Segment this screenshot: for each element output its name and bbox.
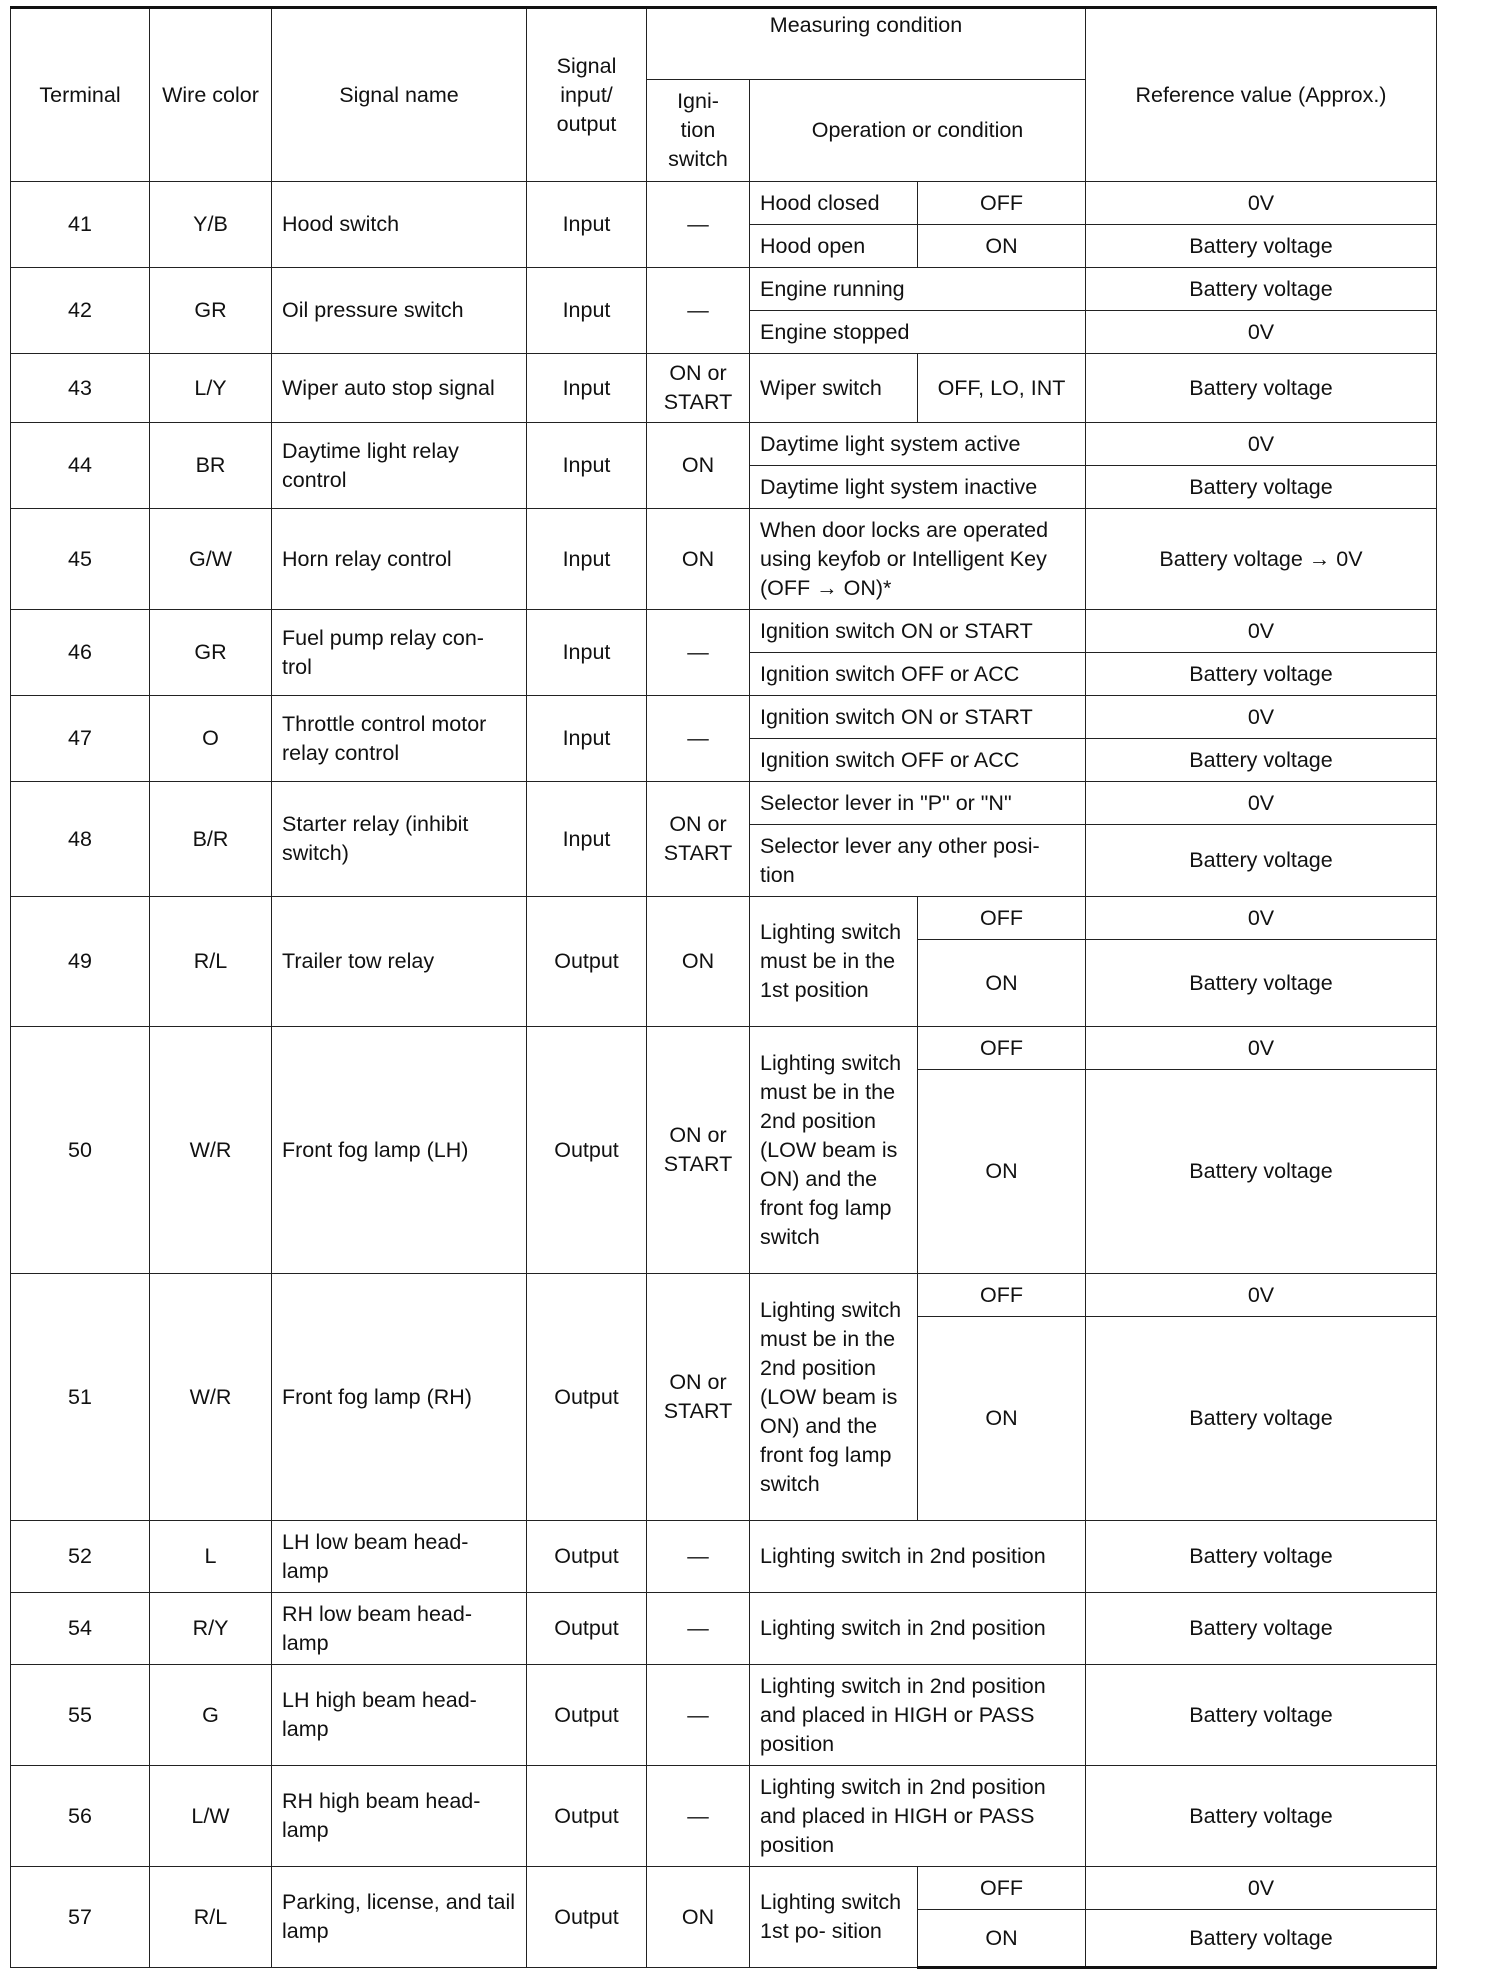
terminal-cell: 47 [11,696,150,782]
reference-value-cell: Battery voltage [1086,825,1437,897]
ignition-cell: ON or START [647,1027,750,1274]
signal-io-cell: Output [527,1867,647,1968]
signal-name-cell: RH high beam head- lamp [272,1766,527,1867]
ignition-cell: ON [647,1867,750,1968]
signal-name-cell: LH low beam head- lamp [272,1521,527,1593]
state-cell: ON [918,225,1086,268]
condition-cell: Lighting switch must be in the 1st position [750,897,918,1027]
table-row [11,182,1437,225]
state-cell: ON [918,1317,1086,1521]
signal-io-cell: Output [527,1665,647,1766]
terminal-cell: 41 [11,182,150,268]
condition-cell: Lighting switch must be in the 2nd position (LOW beam is ON) and the front fog lamp switch [750,1027,918,1274]
terminal-cell: 43 [11,354,150,423]
table-row [11,268,1437,311]
terminal-cell: 55 [11,1665,150,1766]
signal-io-cell: Input [527,696,647,782]
ignition-cell: ON or START [647,354,750,423]
signal-name-cell: Front fog lamp (RH) [272,1274,527,1521]
reference-value-cell: 0V [1086,423,1437,466]
signal-io-cell: Output [527,1027,647,1274]
wire-color-cell: GR [150,268,272,354]
table-row [11,1521,1437,1593]
ignition-cell: ON [647,423,750,509]
condition-cell: Engine stopped [750,311,1086,354]
ignition-cell: — [647,268,750,354]
signal-name-cell: Trailer tow relay [272,897,527,1027]
terminal-cell: 48 [11,782,150,897]
condition-cell: Hood open [750,225,918,268]
signal-name-cell: Hood switch [272,182,527,268]
condition-cell: Lighting switch in 2nd position and placed in HIGH or PASS position [750,1766,1086,1867]
signal-name-cell: Wiper auto stop signal [272,354,527,423]
signal-io-cell: Output [527,1766,647,1867]
reference-value-cell: Battery voltage [1086,739,1437,782]
signal-name-cell: Front fog lamp (LH) [272,1027,527,1274]
state-cell: OFF [918,897,1086,940]
wire-color-cell: R/L [150,1867,272,1968]
reference-value-cell: 0V [1086,1027,1437,1070]
condition-cell: Ignition switch OFF or ACC [750,739,1086,782]
header-signal-name: Signal name [272,8,527,182]
signal-name-cell: Fuel pump relay con- trol [272,610,527,696]
condition-cell: Daytime light system inactive [750,466,1086,509]
terminal-cell: 46 [11,610,150,696]
terminal-reference-table [10,6,1437,1969]
reference-value-cell: Battery voltage [1086,1521,1437,1593]
ignition-cell: — [647,1665,750,1766]
table-row [11,354,1437,423]
wire-color-cell: R/L [150,897,272,1027]
signal-io-cell: Input [527,782,647,897]
state-cell: OFF [918,1274,1086,1317]
ignition-cell: ON or START [647,782,750,897]
wire-color-cell: L [150,1521,272,1593]
table-row [11,1867,1437,1910]
table-row [11,897,1437,940]
header-row-1 [11,8,1437,80]
ignition-cell: — [647,182,750,268]
wire-color-cell: L/Y [150,354,272,423]
terminal-cell: 57 [11,1867,150,1968]
condition-cell: Ignition switch ON or START [750,696,1086,739]
ignition-cell: — [647,1521,750,1593]
wire-color-cell: G [150,1665,272,1766]
header-wire-color: Wire color [150,8,272,182]
table-row [11,1027,1437,1070]
reference-value-cell: 0V [1086,610,1437,653]
reference-value-cell: Battery voltage [1086,1317,1437,1521]
reference-value-cell: 0V [1086,1867,1437,1910]
state-cell: OFF [918,1027,1086,1070]
signal-name-cell: Daytime light relay control [272,423,527,509]
wire-color-cell: GR [150,610,272,696]
terminal-cell: 54 [11,1593,150,1665]
ignition-cell: — [647,696,750,782]
signal-io-cell: Input [527,268,647,354]
condition-cell: Selector lever in "P" or "N" [750,782,1086,825]
header-terminal: Terminal [11,8,150,182]
reference-value-cell: 0V [1086,1274,1437,1317]
terminal-cell: 42 [11,268,150,354]
table-row [11,1593,1437,1665]
terminal-cell: 44 [11,423,150,509]
condition-cell: Lighting switch must be in the 2nd position (LOW beam is ON) and the front fog lamp switch [750,1274,918,1521]
terminal-table-page [10,6,1436,1969]
reference-value-cell: Battery voltage [1086,354,1437,423]
wire-color-cell: G/W [150,509,272,610]
condition-cell: Daytime light system active [750,423,1086,466]
signal-name-cell: Throttle control motor relay control [272,696,527,782]
reference-value-cell: Battery voltage [1086,653,1437,696]
reference-value-cell: Battery voltage [1086,268,1437,311]
ignition-cell: — [647,1766,750,1867]
reference-value-cell: 0V [1086,182,1437,225]
signal-name-cell: Parking, license, and tail lamp [272,1867,527,1968]
wire-color-cell: BR [150,423,272,509]
signal-io-cell: Input [527,610,647,696]
table-row [11,1274,1437,1317]
ignition-cell: — [647,610,750,696]
condition-cell: Lighting switch in 2nd position [750,1593,1086,1665]
header-operation-condition: Operation or condition [750,80,1086,182]
signal-io-cell: Input [527,423,647,509]
state-cell: ON [918,940,1086,1027]
reference-value-cell: Battery voltage [1086,1665,1437,1766]
state-cell: OFF [918,1867,1086,1910]
terminal-cell: 50 [11,1027,150,1274]
state-cell: ON [918,1910,1086,1968]
header-measuring-condition: Measuring condition [647,8,1086,80]
reference-value-cell: 0V [1086,696,1437,739]
signal-io-cell: Output [527,1593,647,1665]
wire-color-cell: W/R [150,1027,272,1274]
signal-io-cell: Input [527,354,647,423]
table-row [11,1766,1437,1867]
table-row [11,1665,1437,1766]
signal-io-cell: Input [527,182,647,268]
header-ignition-switch: Igni- tion switch [647,80,750,182]
condition-cell: Lighting switch in 2nd position and placed in HIGH or PASS position [750,1665,1086,1766]
signal-name-cell: Oil pressure switch [272,268,527,354]
condition-cell: Ignition switch OFF or ACC [750,653,1086,696]
table-row [11,509,1437,610]
terminal-cell: 49 [11,897,150,1027]
reference-value-cell: Battery voltage [1086,1593,1437,1665]
reference-value-cell: 0V [1086,897,1437,940]
ignition-cell: ON [647,509,750,610]
condition-cell: When door locks are operated using keyfob or Intelligent Key (OFF → ON)* [750,509,1086,610]
signal-name-cell: Horn relay control [272,509,527,610]
reference-value-cell: Battery voltage [1086,466,1437,509]
reference-value-cell: Battery voltage [1086,225,1437,268]
signal-io-cell: Output [527,1274,647,1521]
signal-name-cell: RH low beam head- lamp [272,1593,527,1665]
table-row [11,782,1437,825]
wire-color-cell: R/Y [150,1593,272,1665]
wire-color-cell: W/R [150,1274,272,1521]
reference-value-cell: 0V [1086,782,1437,825]
reference-value-cell: Battery voltage [1086,940,1437,1027]
state-cell: ON [918,1070,1086,1274]
table-row [11,423,1437,466]
wire-color-cell: O [150,696,272,782]
terminal-cell: 56 [11,1766,150,1867]
condition-cell: Engine running [750,268,1086,311]
condition-cell: Wiper switch [750,354,918,423]
wire-color-cell: B/R [150,782,272,897]
condition-cell: Selector lever any other posi- tion [750,825,1086,897]
reference-value-cell: Battery voltage [1086,1910,1437,1968]
condition-cell: Lighting switch in 2nd position [750,1521,1086,1593]
header-signal-io: Signal input/ output [527,8,647,182]
terminal-cell: 51 [11,1274,150,1521]
signal-io-cell: Output [527,1521,647,1593]
signal-io-cell: Input [527,509,647,610]
terminal-cell: 52 [11,1521,150,1593]
condition-cell: Hood closed [750,182,918,225]
reference-value-cell: Battery voltage [1086,1070,1437,1274]
state-cell: OFF, LO, INT [918,354,1086,423]
table-row [11,610,1437,653]
reference-value-cell: Battery voltage [1086,1766,1437,1867]
reference-value-cell: 0V [1086,311,1437,354]
condition-cell: Ignition switch ON or START [750,610,1086,653]
signal-name-cell: Starter relay (inhibit switch) [272,782,527,897]
wire-color-cell: Y/B [150,182,272,268]
wire-color-cell: L/W [150,1766,272,1867]
ignition-cell: ON [647,897,750,1027]
ignition-cell: — [647,1593,750,1665]
header-reference-value: Reference value (Approx.) [1086,8,1437,182]
ignition-cell: ON or START [647,1274,750,1521]
condition-cell: Lighting switch 1st po- sition [750,1867,918,1968]
signal-io-cell: Output [527,897,647,1027]
reference-value-cell: Battery voltage → 0V [1086,509,1437,610]
table-row [11,696,1437,739]
signal-name-cell: LH high beam head- lamp [272,1665,527,1766]
terminal-cell: 45 [11,509,150,610]
state-cell: OFF [918,182,1086,225]
